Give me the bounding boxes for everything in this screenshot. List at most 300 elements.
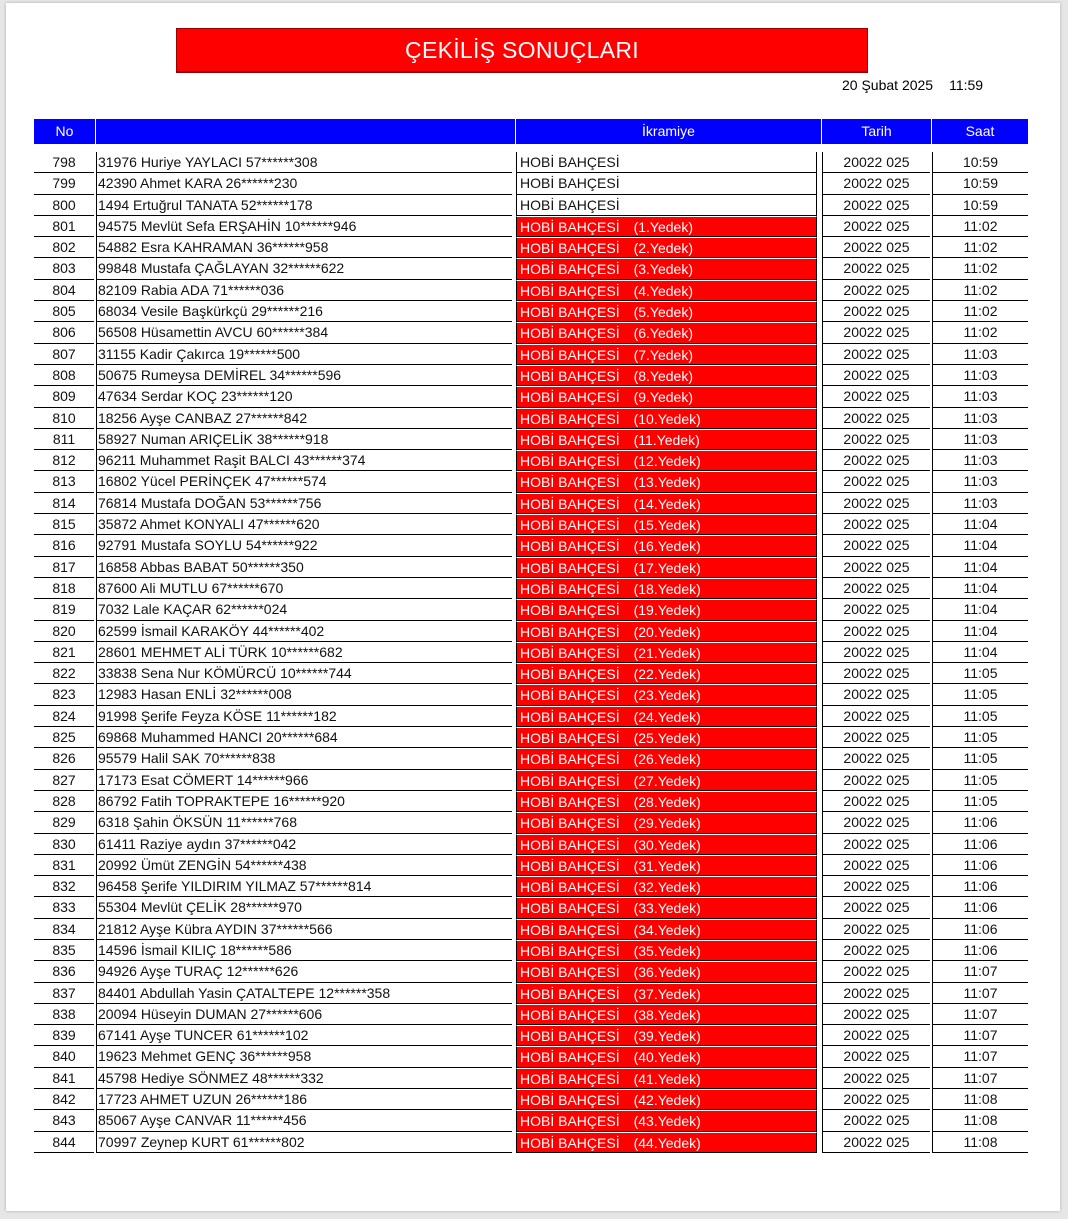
winner-name: 47634 Serdar KOÇ 23******120 xyxy=(96,386,512,407)
prize-label: HOBİ BAHÇESİ xyxy=(520,410,620,427)
print-date: 20 Şubat 2025 xyxy=(842,77,934,93)
draw-time: 11:07 xyxy=(932,983,1028,1004)
row-number: 844 xyxy=(34,1132,94,1153)
draw-date: 20022 025 xyxy=(822,599,930,620)
prize-cell xyxy=(516,748,817,769)
prize-label: HOBİ BAHÇESİ xyxy=(520,538,620,555)
prize-cell xyxy=(516,535,817,556)
reserve-label: (11.Yedek) xyxy=(633,431,700,448)
prize-label: HOBİ BAHÇESİ xyxy=(520,367,620,384)
winner-name: 67141 Ayşe TUNCER 61******102 xyxy=(96,1025,512,1046)
reserve-label: (37.Yedek) xyxy=(633,985,701,1002)
draw-date: 20022 025 xyxy=(822,557,930,578)
winner-name: 20094 Hüseyin DUMAN 27******606 xyxy=(96,1004,512,1025)
prize-label: HOBİ BAHÇESİ xyxy=(520,730,620,747)
prize-cell xyxy=(516,408,817,429)
reserve-label: (38.Yedek) xyxy=(633,1006,701,1023)
prize-cell xyxy=(516,855,817,876)
draw-time: 11:06 xyxy=(932,940,1028,961)
draw-time: 11:04 xyxy=(932,642,1028,663)
table-row xyxy=(6,195,1060,216)
row-number: 822 xyxy=(34,663,94,684)
prize-label: HOBİ BAHÇESİ xyxy=(520,175,620,192)
winner-name: 94575 Mevlüt Sefa ERŞAHİN 10******946 xyxy=(96,216,512,237)
prize-cell xyxy=(516,258,817,279)
winner-name: 76814 Mustafa DOĞAN 53******756 xyxy=(96,493,512,514)
column-header-date: Tarih xyxy=(822,119,932,144)
row-number: 810 xyxy=(34,408,94,429)
draw-time: 10:59 xyxy=(932,152,1028,173)
prize-label: HOBİ BAHÇESİ xyxy=(520,815,620,832)
prize-label: HOBİ BAHÇESİ xyxy=(520,346,620,363)
reserve-label: (31.Yedek) xyxy=(633,857,701,874)
prize-cell xyxy=(516,834,817,855)
winner-name: 31976 Huriye YAYLACI 57******308 xyxy=(96,152,512,173)
prize-cell xyxy=(516,1068,817,1089)
winner-name: 55304 Mevlüt ÇELİK 28******970 xyxy=(96,897,512,918)
row-number: 804 xyxy=(34,280,94,301)
draw-time: 11:05 xyxy=(932,770,1028,791)
prize-cell xyxy=(516,727,817,748)
winner-name: 35872 Ahmet KONYALI 47******620 xyxy=(96,514,512,535)
table-row xyxy=(6,450,1060,471)
row-number: 820 xyxy=(34,621,94,642)
prize-label: HOBİ BAHÇESİ xyxy=(520,1092,620,1109)
reserve-label: (15.Yedek) xyxy=(633,517,701,534)
winner-name: 68034 Vesile Başkürkçü 29******216 xyxy=(96,301,512,322)
table-row xyxy=(6,258,1060,279)
draw-date: 20022 025 xyxy=(822,429,930,450)
prize-label: HOBİ BAHÇESİ xyxy=(520,1028,620,1045)
draw-date: 20022 025 xyxy=(822,280,930,301)
draw-time: 11:07 xyxy=(932,961,1028,982)
table-row xyxy=(6,493,1060,514)
draw-date: 20022 025 xyxy=(822,1004,930,1025)
prize-label: HOBİ BAHÇESİ xyxy=(520,964,620,981)
reserve-label: (4.Yedek) xyxy=(633,282,694,299)
winner-name: 62599 İsmail KARAKÖY 44******402 xyxy=(96,621,512,642)
row-number: 837 xyxy=(34,983,94,1004)
draw-date: 20022 025 xyxy=(822,535,930,556)
draw-date: 20022 025 xyxy=(822,727,930,748)
table-row xyxy=(6,791,1060,812)
reserve-label: (42.Yedek) xyxy=(633,1092,701,1109)
prize-label: HOBİ BAHÇESİ xyxy=(520,985,620,1002)
prize-cell xyxy=(516,557,817,578)
results-table-body xyxy=(6,152,1060,1153)
prize-label: HOBİ BAHÇESİ xyxy=(520,474,620,491)
prize-cell xyxy=(516,642,817,663)
winner-name: 14596 İsmail KILIÇ 18******586 xyxy=(96,940,512,961)
prize-label: HOBİ BAHÇESİ xyxy=(520,1134,620,1151)
table-row xyxy=(6,812,1060,833)
row-number: 831 xyxy=(34,855,94,876)
row-number: 801 xyxy=(34,216,94,237)
prize-label: HOBİ BAHÇESİ xyxy=(520,1049,620,1066)
prize-label: HOBİ BAHÇESİ xyxy=(520,900,620,917)
column-header-prize: İkramiye xyxy=(516,119,822,144)
table-header xyxy=(34,119,1028,144)
table-row xyxy=(6,386,1060,407)
draw-date: 20022 025 xyxy=(822,152,930,173)
prize-cell xyxy=(516,621,817,642)
winner-name: 54882 Esra KAHRAMAN 36******958 xyxy=(96,237,512,258)
draw-time: 11:05 xyxy=(932,727,1028,748)
reserve-label: (5.Yedek) xyxy=(633,304,694,321)
draw-time: 11:03 xyxy=(932,493,1028,514)
draw-date: 20022 025 xyxy=(822,1110,930,1131)
prize-label: HOBİ BAHÇESİ xyxy=(520,196,620,213)
reserve-label: (36.Yedek) xyxy=(633,964,701,981)
table-row xyxy=(6,237,1060,258)
row-number: 817 xyxy=(34,557,94,578)
prize-label: HOBİ BAHÇESİ xyxy=(520,793,620,810)
row-number: 833 xyxy=(34,897,94,918)
prize-label: HOBİ BAHÇESİ xyxy=(520,879,620,896)
table-row xyxy=(6,684,1060,705)
draw-date: 20022 025 xyxy=(822,493,930,514)
reserve-label: (25.Yedek) xyxy=(633,730,701,747)
prize-label: HOBİ BAHÇESİ xyxy=(520,1113,620,1130)
row-number: 835 xyxy=(34,940,94,961)
draw-time: 11:05 xyxy=(932,706,1028,727)
row-number: 843 xyxy=(34,1110,94,1131)
draw-time: 11:03 xyxy=(932,365,1028,386)
draw-time: 11:06 xyxy=(932,812,1028,833)
draw-date: 20022 025 xyxy=(822,812,930,833)
prize-label: HOBİ BAHÇESİ xyxy=(520,623,620,640)
reserve-label: (20.Yedek) xyxy=(633,623,701,640)
prize-label: HOBİ BAHÇESİ xyxy=(520,857,620,874)
reserve-label: (21.Yedek) xyxy=(633,644,701,661)
draw-time: 10:59 xyxy=(932,173,1028,194)
draw-time: 10:59 xyxy=(932,195,1028,216)
winner-name: 12983 Hasan ENLİ 32******008 xyxy=(96,684,512,705)
row-number: 836 xyxy=(34,961,94,982)
row-number: 826 xyxy=(34,748,94,769)
winner-name: 31155 Kadir Çakırca 19******500 xyxy=(96,344,512,365)
table-row xyxy=(6,1046,1060,1067)
winner-name: 91998 Şerife Feyza KÖSE 11******182 xyxy=(96,706,512,727)
row-number: 803 xyxy=(34,258,94,279)
draw-time: 11:06 xyxy=(932,919,1028,940)
prize-label: HOBİ BAHÇESİ xyxy=(520,240,620,257)
draw-date: 20022 025 xyxy=(822,216,930,237)
reserve-label: (23.Yedek) xyxy=(633,687,701,704)
row-number: 825 xyxy=(34,727,94,748)
winner-name: 99848 Mustafa ÇAĞLAYAN 32******622 xyxy=(96,258,512,279)
winner-name: 19623 Mehmet GENÇ 36******958 xyxy=(96,1046,512,1067)
draw-time: 11:08 xyxy=(932,1089,1028,1110)
reserve-label: (33.Yedek) xyxy=(633,900,701,917)
table-row xyxy=(6,429,1060,450)
reserve-label: (32.Yedek) xyxy=(633,879,701,896)
prize-cell xyxy=(516,344,817,365)
prize-cell xyxy=(516,599,817,620)
draw-time: 11:05 xyxy=(932,663,1028,684)
draw-time: 11:02 xyxy=(932,216,1028,237)
winner-name: 6318 Şahin ÖKSÜN 11******768 xyxy=(96,812,512,833)
prize-cell xyxy=(516,386,817,407)
prize-cell xyxy=(516,1004,817,1025)
reserve-label: (41.Yedek) xyxy=(633,1070,701,1087)
winner-name: 95579 Halil SAK 70******838 xyxy=(96,748,512,769)
row-number: 806 xyxy=(34,322,94,343)
draw-time: 11:03 xyxy=(932,429,1028,450)
reserve-label: (13.Yedek) xyxy=(633,474,701,491)
prize-cell xyxy=(516,322,817,343)
prize-cell xyxy=(516,578,817,599)
draw-date: 20022 025 xyxy=(822,770,930,791)
row-number: 802 xyxy=(34,237,94,258)
print-time: 11:59 xyxy=(949,77,984,93)
winner-name: 69868 Muhammed HANCI 20******684 xyxy=(96,727,512,748)
prize-cell xyxy=(516,280,817,301)
prize-label: HOBİ BAHÇESİ xyxy=(520,559,620,576)
prize-cell xyxy=(516,429,817,450)
draw-date: 20022 025 xyxy=(822,173,930,194)
prize-cell xyxy=(516,195,817,216)
table-row xyxy=(6,770,1060,791)
reserve-label: (43.Yedek) xyxy=(633,1113,701,1130)
draw-time: 11:07 xyxy=(932,1068,1028,1089)
row-number: 823 xyxy=(34,684,94,705)
row-number: 798 xyxy=(34,152,94,173)
prize-label: HOBİ BAHÇESİ xyxy=(520,751,620,768)
winner-name: 33838 Sena Nur KÖMÜRCÜ 10******744 xyxy=(96,663,512,684)
draw-date: 20022 025 xyxy=(822,983,930,1004)
prize-cell xyxy=(516,961,817,982)
print-timestamp xyxy=(842,77,983,93)
reserve-label: (9.Yedek) xyxy=(633,389,694,406)
table-row xyxy=(6,876,1060,897)
draw-time: 11:05 xyxy=(932,684,1028,705)
prize-label: HOBİ BAHÇESİ xyxy=(520,453,620,470)
table-row xyxy=(6,557,1060,578)
prize-cell xyxy=(516,684,817,705)
table-row xyxy=(6,1132,1060,1153)
reserve-label: (3.Yedek) xyxy=(633,261,694,278)
prize-label: HOBİ BAHÇESİ xyxy=(520,836,620,853)
table-row xyxy=(6,322,1060,343)
draw-time: 11:06 xyxy=(932,876,1028,897)
draw-time: 11:02 xyxy=(932,258,1028,279)
winner-name: 17173 Esat CÖMERT 14******966 xyxy=(96,770,512,791)
prize-label: HOBİ BAHÇESİ xyxy=(520,304,620,321)
prize-label: HOBİ BAHÇESİ xyxy=(520,772,620,789)
table-row xyxy=(6,514,1060,535)
draw-date: 20022 025 xyxy=(822,237,930,258)
prize-cell xyxy=(516,663,817,684)
table-row xyxy=(6,1025,1060,1046)
draw-date: 20022 025 xyxy=(822,301,930,322)
prize-cell xyxy=(516,450,817,471)
draw-time: 11:04 xyxy=(932,557,1028,578)
draw-date: 20022 025 xyxy=(822,876,930,897)
draw-date: 20022 025 xyxy=(822,578,930,599)
draw-time: 11:03 xyxy=(932,450,1028,471)
prize-cell xyxy=(516,152,817,173)
row-number: 816 xyxy=(34,535,94,556)
prize-cell xyxy=(516,812,817,833)
reserve-label: (10.Yedek) xyxy=(633,410,701,427)
prize-label: HOBİ BAHÇESİ xyxy=(520,495,620,512)
reserve-label: (16.Yedek) xyxy=(633,538,701,555)
reserve-label: (29.Yedek) xyxy=(633,815,701,832)
prize-label: HOBİ BAHÇESİ xyxy=(520,261,620,278)
draw-time: 11:07 xyxy=(932,1025,1028,1046)
winner-name: 20992 Ümüt ZENGİN 54******438 xyxy=(96,855,512,876)
draw-date: 20022 025 xyxy=(822,1046,930,1067)
draw-time: 11:04 xyxy=(932,535,1028,556)
reserve-label: (7.Yedek) xyxy=(633,346,694,363)
draw-date: 20022 025 xyxy=(822,919,930,940)
draw-date: 20022 025 xyxy=(822,344,930,365)
winner-name: 70997 Zeynep KURT 61******802 xyxy=(96,1132,512,1153)
table-row xyxy=(6,621,1060,642)
prize-cell xyxy=(516,237,817,258)
table-row xyxy=(6,727,1060,748)
prize-cell xyxy=(516,1110,817,1131)
row-number: 821 xyxy=(34,642,94,663)
reserve-label: (6.Yedek) xyxy=(633,325,694,342)
draw-time: 11:06 xyxy=(932,897,1028,918)
winner-name: 58927 Numan ARIÇELİK 38******918 xyxy=(96,429,512,450)
winner-name: 96211 Muhammet Raşit BALCI 43******374 xyxy=(96,450,512,471)
prize-label: HOBİ BAHÇESİ xyxy=(520,580,620,597)
winner-name: 16858 Abbas BABAT 50******350 xyxy=(96,557,512,578)
prize-label: HOBİ BAHÇESİ xyxy=(520,431,620,448)
draw-date: 20022 025 xyxy=(822,706,930,727)
draw-time: 11:04 xyxy=(932,621,1028,642)
table-row xyxy=(6,855,1060,876)
winner-name: 96458 Şerife YILDIRIM YILMAZ 57******814 xyxy=(96,876,512,897)
table-row xyxy=(6,280,1060,301)
row-number: 842 xyxy=(34,1089,94,1110)
row-number: 813 xyxy=(34,471,94,492)
prize-cell xyxy=(516,365,817,386)
prize-label: HOBİ BAHÇESİ xyxy=(520,282,620,299)
draw-date: 20022 025 xyxy=(822,195,930,216)
column-header-no: No xyxy=(34,119,96,144)
reserve-label: (1.Yedek) xyxy=(633,218,694,235)
prize-label: HOBİ BAHÇESİ xyxy=(520,942,620,959)
reserve-label: (14.Yedek) xyxy=(633,495,701,512)
table-row xyxy=(6,535,1060,556)
column-header-time: Saat xyxy=(965,123,995,139)
draw-date: 20022 025 xyxy=(822,1132,930,1153)
draw-date: 20022 025 xyxy=(822,791,930,812)
row-number: 815 xyxy=(34,514,94,535)
winner-name: 86792 Fatih TOPRAKTEPE 16******920 xyxy=(96,791,512,812)
draw-time: 11:04 xyxy=(932,599,1028,620)
draw-date: 20022 025 xyxy=(822,408,930,429)
prize-label: HOBİ BAHÇESİ xyxy=(520,1070,620,1087)
reserve-label: (19.Yedek) xyxy=(633,602,701,619)
winner-name: 94926 Ayşe TURAÇ 12******626 xyxy=(96,961,512,982)
row-number: 809 xyxy=(34,386,94,407)
draw-date: 20022 025 xyxy=(822,514,930,535)
prize-label: HOBİ BAHÇESİ xyxy=(520,325,620,342)
reserve-label: (40.Yedek) xyxy=(633,1049,701,1066)
prize-cell xyxy=(516,791,817,812)
draw-date: 20022 025 xyxy=(822,897,930,918)
prize-cell xyxy=(516,1046,817,1067)
row-number: 832 xyxy=(34,876,94,897)
row-number: 808 xyxy=(34,365,94,386)
reserve-label: (2.Yedek) xyxy=(633,240,694,257)
draw-date: 20022 025 xyxy=(822,1025,930,1046)
winner-name: 7032 Lale KAÇAR 62******024 xyxy=(96,599,512,620)
row-number: 838 xyxy=(34,1004,94,1025)
draw-date: 20022 025 xyxy=(822,365,930,386)
row-number: 828 xyxy=(34,791,94,812)
reserve-label: (17.Yedek) xyxy=(633,559,701,576)
winner-name: 61411 Raziye aydın 37******042 xyxy=(96,834,512,855)
prize-cell xyxy=(516,173,817,194)
draw-time: 11:04 xyxy=(932,578,1028,599)
table-row xyxy=(6,642,1060,663)
page-title: ÇEKİLİŞ SONUÇLARI xyxy=(176,28,868,73)
draw-date: 20022 025 xyxy=(822,1089,930,1110)
draw-date: 20022 025 xyxy=(822,450,930,471)
winner-name: 18256 Ayşe CANBAZ 27******842 xyxy=(96,408,512,429)
draw-time: 11:06 xyxy=(932,855,1028,876)
row-number: 839 xyxy=(34,1025,94,1046)
row-number: 834 xyxy=(34,919,94,940)
draw-date: 20022 025 xyxy=(822,961,930,982)
draw-date: 20022 025 xyxy=(822,1068,930,1089)
winner-name: 16802 Yücel PERİNÇEK 47******574 xyxy=(96,471,512,492)
table-row xyxy=(6,173,1060,194)
prize-cell xyxy=(516,940,817,961)
row-number: 824 xyxy=(34,706,94,727)
reserve-label: (44.Yedek) xyxy=(633,1134,701,1151)
table-row xyxy=(6,706,1060,727)
draw-date: 20022 025 xyxy=(822,471,930,492)
draw-date: 20022 025 xyxy=(822,663,930,684)
reserve-label: (30.Yedek) xyxy=(633,836,701,853)
prize-label: HOBİ BAHÇESİ xyxy=(520,921,620,938)
table-row xyxy=(6,216,1060,237)
document-page xyxy=(6,3,1060,1211)
prize-cell xyxy=(516,216,817,237)
prize-label: HOBİ BAHÇESİ xyxy=(520,218,620,235)
winner-name: 56508 Hüsamettin AVCU 60******384 xyxy=(96,322,512,343)
draw-date: 20022 025 xyxy=(822,621,930,642)
prize-cell xyxy=(516,301,817,322)
draw-time: 11:06 xyxy=(932,834,1028,855)
row-number: 807 xyxy=(34,344,94,365)
table-row xyxy=(6,983,1060,1004)
draw-time: 11:03 xyxy=(932,386,1028,407)
prize-cell xyxy=(516,706,817,727)
prize-label: HOBİ BAHÇESİ xyxy=(520,389,620,406)
winner-name: 92791 Mustafa SOYLU 54******922 xyxy=(96,535,512,556)
draw-time: 11:02 xyxy=(932,322,1028,343)
row-number: 841 xyxy=(34,1068,94,1089)
draw-date: 20022 025 xyxy=(822,258,930,279)
draw-time: 11:08 xyxy=(932,1132,1028,1153)
winner-name: 42390 Ahmet KARA 26******230 xyxy=(96,173,512,194)
winner-name: 21812 Ayşe Kübra AYDIN 37******566 xyxy=(96,919,512,940)
winner-name: 17723 AHMET UZUN 26******186 xyxy=(96,1089,512,1110)
draw-date: 20022 025 xyxy=(822,855,930,876)
winner-name: 87600 Ali MUTLU 67******670 xyxy=(96,578,512,599)
prize-label: HOBİ BAHÇESİ xyxy=(520,517,620,534)
reserve-label: (26.Yedek) xyxy=(633,751,701,768)
prize-cell xyxy=(516,493,817,514)
